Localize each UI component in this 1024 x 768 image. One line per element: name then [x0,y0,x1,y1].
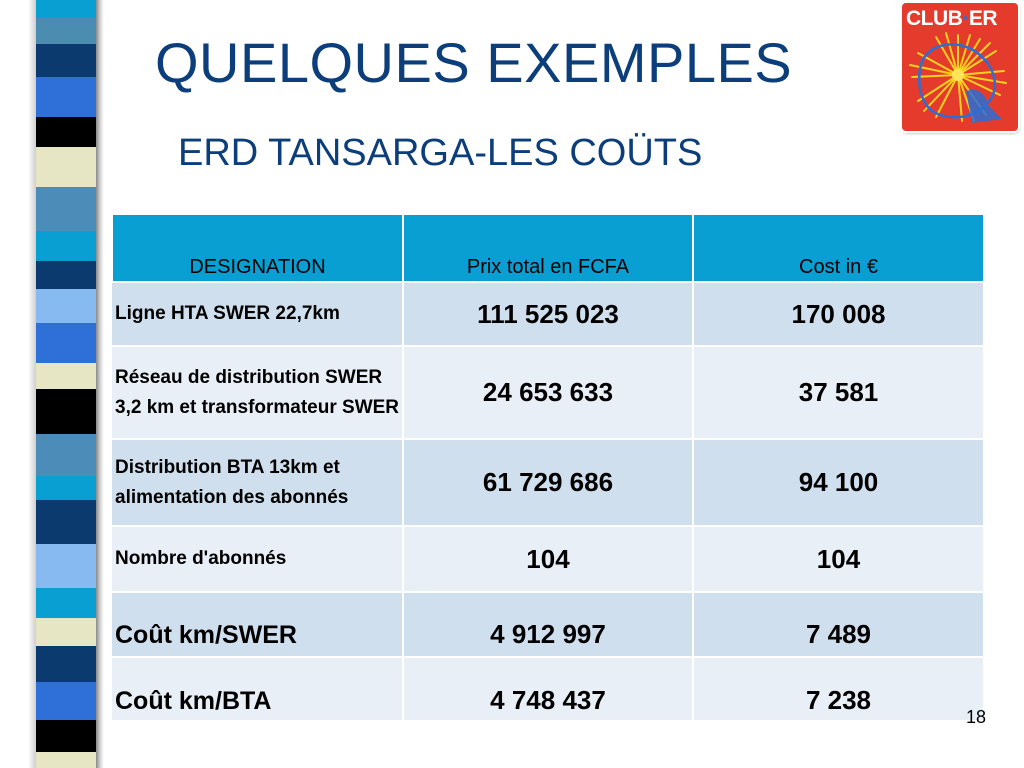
row-eur-value: 37 581 [693,346,984,439]
stripe-shadow [28,0,36,768]
page-subtitle: ERD TANSARGA-LES COÜTS [178,132,703,174]
row-fcfa-value: 4 748 437 [403,657,693,721]
club-er-logo [902,3,1018,131]
row-fcfa-value: 4 912 997 [403,592,693,657]
table-row [112,346,984,439]
logo-text: CLUB·ER [906,7,998,30]
table-row [112,439,984,526]
row-eur-value: 94 100 [693,439,984,526]
row-label: Coût km/BTA [112,657,403,721]
row-label: Coût km/SWER [112,592,403,657]
table-row [112,282,984,346]
row-label: Ligne HTA SWER 22,7km [112,282,403,346]
row-label: Nombre d'abonnés [112,526,403,592]
table-row [112,657,984,721]
row-label: Réseau de distribution SWER 3,2 km et transformateur SWER [112,346,403,439]
row-fcfa-value: 61 729 686 [403,439,693,526]
stripe-shadow [96,0,104,768]
row-fcfa-value: 24 653 633 [403,346,693,439]
row-eur-value: 7 489 [693,592,984,657]
row-label: Distribution BTA 13km et alimentation des abonnés [112,439,403,526]
table-row [112,592,984,657]
decorative-stripes [36,0,96,768]
header-designation: DESIGNATION [112,215,403,282]
header-prix-fcfa: Prix total en FCFA [403,215,693,282]
page-title: QUELQUES EXEMPLES [155,31,793,94]
row-eur-value: 7 238 [693,657,984,721]
row-eur-value: 170 008 [693,282,984,346]
row-fcfa-value: 111 525 023 [403,282,693,346]
header-cost-eur: Cost in € [693,215,984,282]
row-eur-value: 104 [693,526,984,592]
page-number: 18 [966,707,987,727]
cost-table [111,215,983,722]
row-fcfa-value: 104 [403,526,693,592]
sunburst-icon [902,31,1018,131]
table-row [112,526,984,592]
